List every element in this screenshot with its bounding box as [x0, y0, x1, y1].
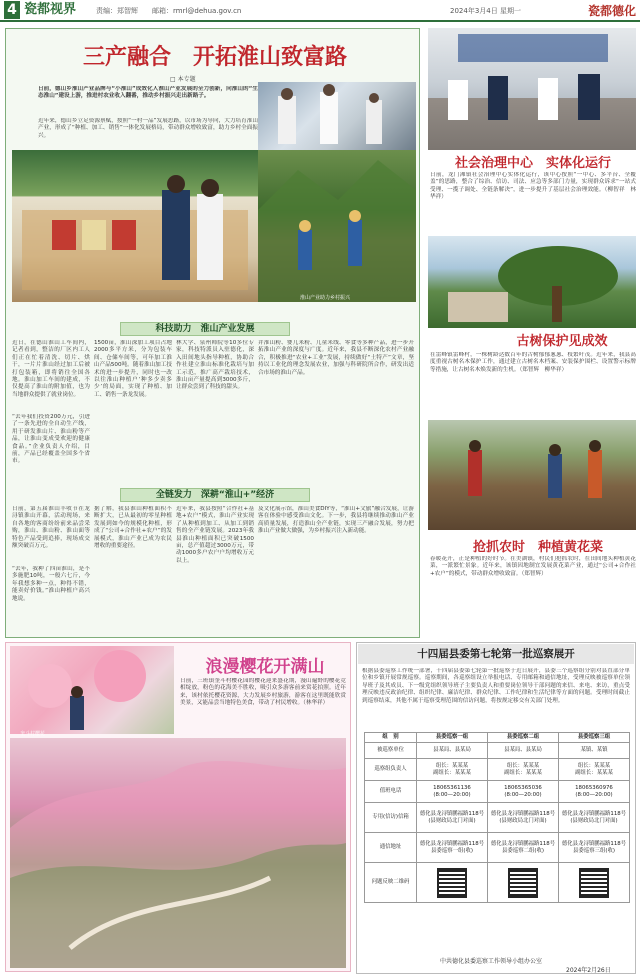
table-cell: 德化县龙浔镇鹏福路118号(县财政局北门对面)	[488, 803, 559, 833]
governance-title: 社会治理中心 实体化运行	[454, 156, 611, 171]
cherry-title: 浪漫樱花开满山	[205, 657, 325, 677]
plant-text: 春暖花开，正是种植的好时节。在美湖镇，村民们抢抓农时，在田间地头种植黄花菜，一派繁忙景象。近年来，该镇因地制宜发展黄花菜产业，通过“公司+合作社+农户”的模式，带动群众增收致富。（郑智辉）	[430, 556, 636, 577]
sub1-col4: 并淮山粉、婴儿米粉、儿童米线、零食等多种产品，进一步开拓淮山产业的深度与广度。近年来，我县不断深化农村产业融合，积极推进“农业+工业”发展，持续做好“土特产”文章，坚持以工业化的理念发展农业，加强与科研院所合作，研发出适合市场的淮山产品。	[258, 340, 414, 376]
qr-code-cell[interactable]	[559, 863, 630, 903]
photo-old-tree	[428, 236, 636, 328]
notice-title: 十四届县委第七轮第一批巡察展开	[358, 644, 634, 664]
photo-cherry-visitors	[10, 646, 174, 734]
main-photo-caption: 淮山产业助力乡村振兴	[300, 295, 351, 301]
qr-code-icon[interactable]	[508, 868, 538, 898]
table-header: 县委巡察三组	[559, 733, 630, 743]
sub1-col1: 近日，在德山淮山工车间内，记者看到，整洁的厂区内工人们正在忙着清洗、切片、烘干，一片片淮山经过加工后被打包装箱，即将销往全国各地。淮山加工车间的建成，不仅提高了淮山的附加值，也为当地群众提供了就业岗位。	[12, 340, 90, 398]
photo-factory-workers	[258, 82, 416, 150]
row-label: 专用(信访)信箱	[365, 803, 417, 833]
row-label: 通信地址	[365, 833, 417, 863]
sub1-col2: 1500亩，淮山深加工项目占地2000多平方米，分为包装车间、仓储车间等，可年加工淮山产品500吨。随着淮山加工技术的进一步提升，同时也一改以往淮山种植户‘种多少卖多少’的局面，实现了种植、加工、销售一条龙发展。	[94, 340, 172, 398]
phone-cell[interactable]: 18065361136 (8:00—20:00)	[417, 781, 488, 803]
cherry-photo-caption: 奎斗村樱花	[20, 731, 46, 737]
notice-text: 根据县委巡察工作统一部署，十四届县委第七轮第一批巡察于近日展开，县委三个巡察组分别对县直部分单位和乡镇开展常规巡察。巡察期间，各巡察组设立举报电话、专用邮箱和通信地址，受理反映被巡察单位领导班子及其成员、下一级党组织领导班子主要负责人和重要岗位领导干部问题的来信、来电、来访，重点受理反映违反政治纪律、组织纪律、廉洁纪律、群众纪律、工作纪律和生活纪律等方面的问题。受理时间截止到巡察结束，其他不属于巡察受理范围的信访问题，将按规定移交有关部门处理。	[362, 668, 630, 704]
main-lead: 日前，德山乡淮山产业品牌与“小淮山”成效化人淮山产业发展的全力创新，向淮山的“生态淮山”建设上游，推进村农业收入翻番，推动乡村振兴走出新路子。	[38, 86, 258, 100]
governance-text: 日前，龙门滩镇社会治理中心实体化运行，该中心按照“一中心、多平台、全覆盖”的思路，整合了综治、信访、司法、应急等多部门力量，实现群众诉求“一站式受理、一揽子调处、全链条解决”，进一步提升了基层社会治理效能。（柳智祥 林华祥）	[430, 172, 636, 201]
subheading-tech: 科技助力 淮山产业发展	[120, 322, 290, 336]
notice-table	[364, 732, 630, 903]
page-number: 4	[4, 1, 20, 19]
editor-info: 责编：郑智辉 邮箱：rmrl@dehua.gov.cn	[96, 7, 242, 15]
sub1-col1b: “去年我们投资200万元，引进了一条先进的全自动生产线，用于研发淮山片、淮山粉等产品，让淮山变成受欢迎的健康食品。”企业负责人介绍，目前，产品已经覆盖全国多个省市。	[12, 414, 90, 465]
table-cell: 县某局、县某局	[488, 743, 559, 759]
phone-cell[interactable]: 18065365036 (8:00—20:00)	[488, 781, 559, 803]
table-cell: 某镇、某镇	[559, 743, 630, 759]
photo-yam-field	[258, 150, 416, 302]
cherry-text: 日前，三班镇奎斗村樱花园的樱花迎来盛花期，漫山遍野的樱花竞相绽放，粉色的花海美不胜收，吸引众多游客前来赏花拍照。近年来，该村依托樱花资源，大力发展乡村旅游，游客在这里既能欣赏美景，又能品尝当地特色美食，带动了村民增收。（林华祥）	[180, 678, 346, 707]
table-cell: 县某局、县某局	[417, 743, 488, 759]
section-title: 瓷都视界	[24, 2, 77, 17]
photo-governance-center	[428, 28, 636, 150]
notice-signature: 中共德化县委巡察工作领导小组办公室	[440, 958, 543, 965]
issue-date: 2024年3月4日 星期一	[450, 7, 521, 15]
table-header: 组 别	[365, 733, 417, 743]
qr-code-icon[interactable]	[437, 868, 467, 898]
table-cell: 德化县龙浔镇鹏福路118号县委巡察二组(收)	[488, 833, 559, 863]
table-cell: 德化县龙浔镇鹏福路118号县委巡察一组(收)	[417, 833, 488, 863]
plant-title: 抢抓农时 种植黄花菜	[472, 540, 603, 555]
photo-shop-display	[12, 150, 258, 302]
table-cell: 组长：某某某 副组长：某某某	[417, 759, 488, 781]
sub2-col1: 日前，第五届淮山丰收节在龙浔镇淮山开幕，活动现场，来自各地的客商纷纷前来品尝采购，淮山、淮山粉、淮山面等特色产品受到追捧，现场成交额突破百万元。	[12, 506, 90, 550]
row-label: 问题反映二维码	[365, 863, 417, 903]
table-header: 县委巡察一组	[417, 733, 488, 743]
sub2-col4: 及文化展示馆，淮山美食DIY等，“淮山+文旅”融合发展，让游客在体验中感受淮山文化。下一步，我县将继续推动淮山产业高质量发展，打造淮山全产业链，实现三产融合发展，努力把淮山产业做大做强，为乡村振兴注入新动能。	[258, 506, 414, 535]
qr-code-cell[interactable]	[417, 863, 488, 903]
subheading-chain: 全链发力 深耕“淮山+”经济	[120, 488, 310, 502]
sub2-col1b: “去年，我种了四亩淮山，是不多施肥10吨，一般六七斤，今年我想多种一点，种得不错，能卖好价钱。”淮山种植户高兴地说。	[12, 566, 90, 602]
phone-cell[interactable]: 18065360976 (8:00—20:00)	[559, 781, 630, 803]
row-label: 被巡察单位	[365, 743, 417, 759]
table-cell: 德化县龙浔镇鹏福路118号县委巡察三组(收)	[559, 833, 630, 863]
table-cell: 德化县龙浔镇鹏福路118号(县财政局北门对面)	[559, 803, 630, 833]
notice-sign-date: 2024年2月26日	[566, 967, 611, 974]
main-author: □ 本专题	[170, 76, 196, 83]
photo-daylily-planting	[428, 420, 636, 530]
village-title: 古树保护见成效	[516, 334, 608, 349]
main-title: 三产融合 开拓淮山致富路	[82, 44, 347, 70]
qr-code-cell[interactable]	[488, 863, 559, 903]
table-cell: 组长：某某某 副组长：某某某	[488, 759, 559, 781]
table-header: 县委巡察二组	[488, 733, 559, 743]
row-label: 巡察组负责人	[365, 759, 417, 781]
sub1-col3: 林大学、泉州师院等10多位专家，科技特派员入驻德化，深入田间地头指导种植，协助合作社建立淮山标准化栽培与加工示范，推广高产栽培技术，淮山亩产量提高到3000多斤，让群众尝到了科技的甜头。	[176, 340, 254, 391]
village-text: 在雷峰镇雷峰村，一株树龄达数百年的古树郁郁葱葱、枝繁叶茂。近年来，我县高度重视古树名木保护工作，通过建立古树名木档案、安装保护围栏、设置警示标牌等措施，让古树名木焕发新的生机。（郑智辉 柳华祥）	[430, 352, 636, 373]
sub2-col2: 据了解，我县淮山种植面积不断扩大，已从最初的零星种植发展到如今的规模化种植，形成了“公司+合作社+农户”的发展模式，淮山产业已成为农民增收的重要途径。	[94, 506, 172, 550]
table-cell: 德化县龙浔镇鹏福路118号(县财政局北门对面)	[417, 803, 488, 833]
newspaper-logo: 瓷都德化	[588, 4, 637, 18]
main-para2: 近年来，德山乡立足资源禀赋，按照“一村一品”发展思路，以市场为导向，大力培育淮山产业，形成了“种植、加工、销售”一体化发展格局，带动群众增收致富，助力乡村全面振兴。	[38, 118, 258, 139]
row-label: 值班电话	[365, 781, 417, 803]
photo-cherry-hill	[10, 738, 346, 968]
sub2-col3: 近年来，我县按照“合作社+基地+农户”模式，淮山产业实现了从种植到加工、从加工到销售的全产业链发展。2023年我县淮山种植面积已突破1500亩，总产值超过3000万元，带动1000多户农户户均增收万元以上。	[176, 506, 254, 564]
table-cell: 组长：某某某 副组长：某某某	[559, 759, 630, 781]
qr-code-icon[interactable]	[579, 868, 609, 898]
